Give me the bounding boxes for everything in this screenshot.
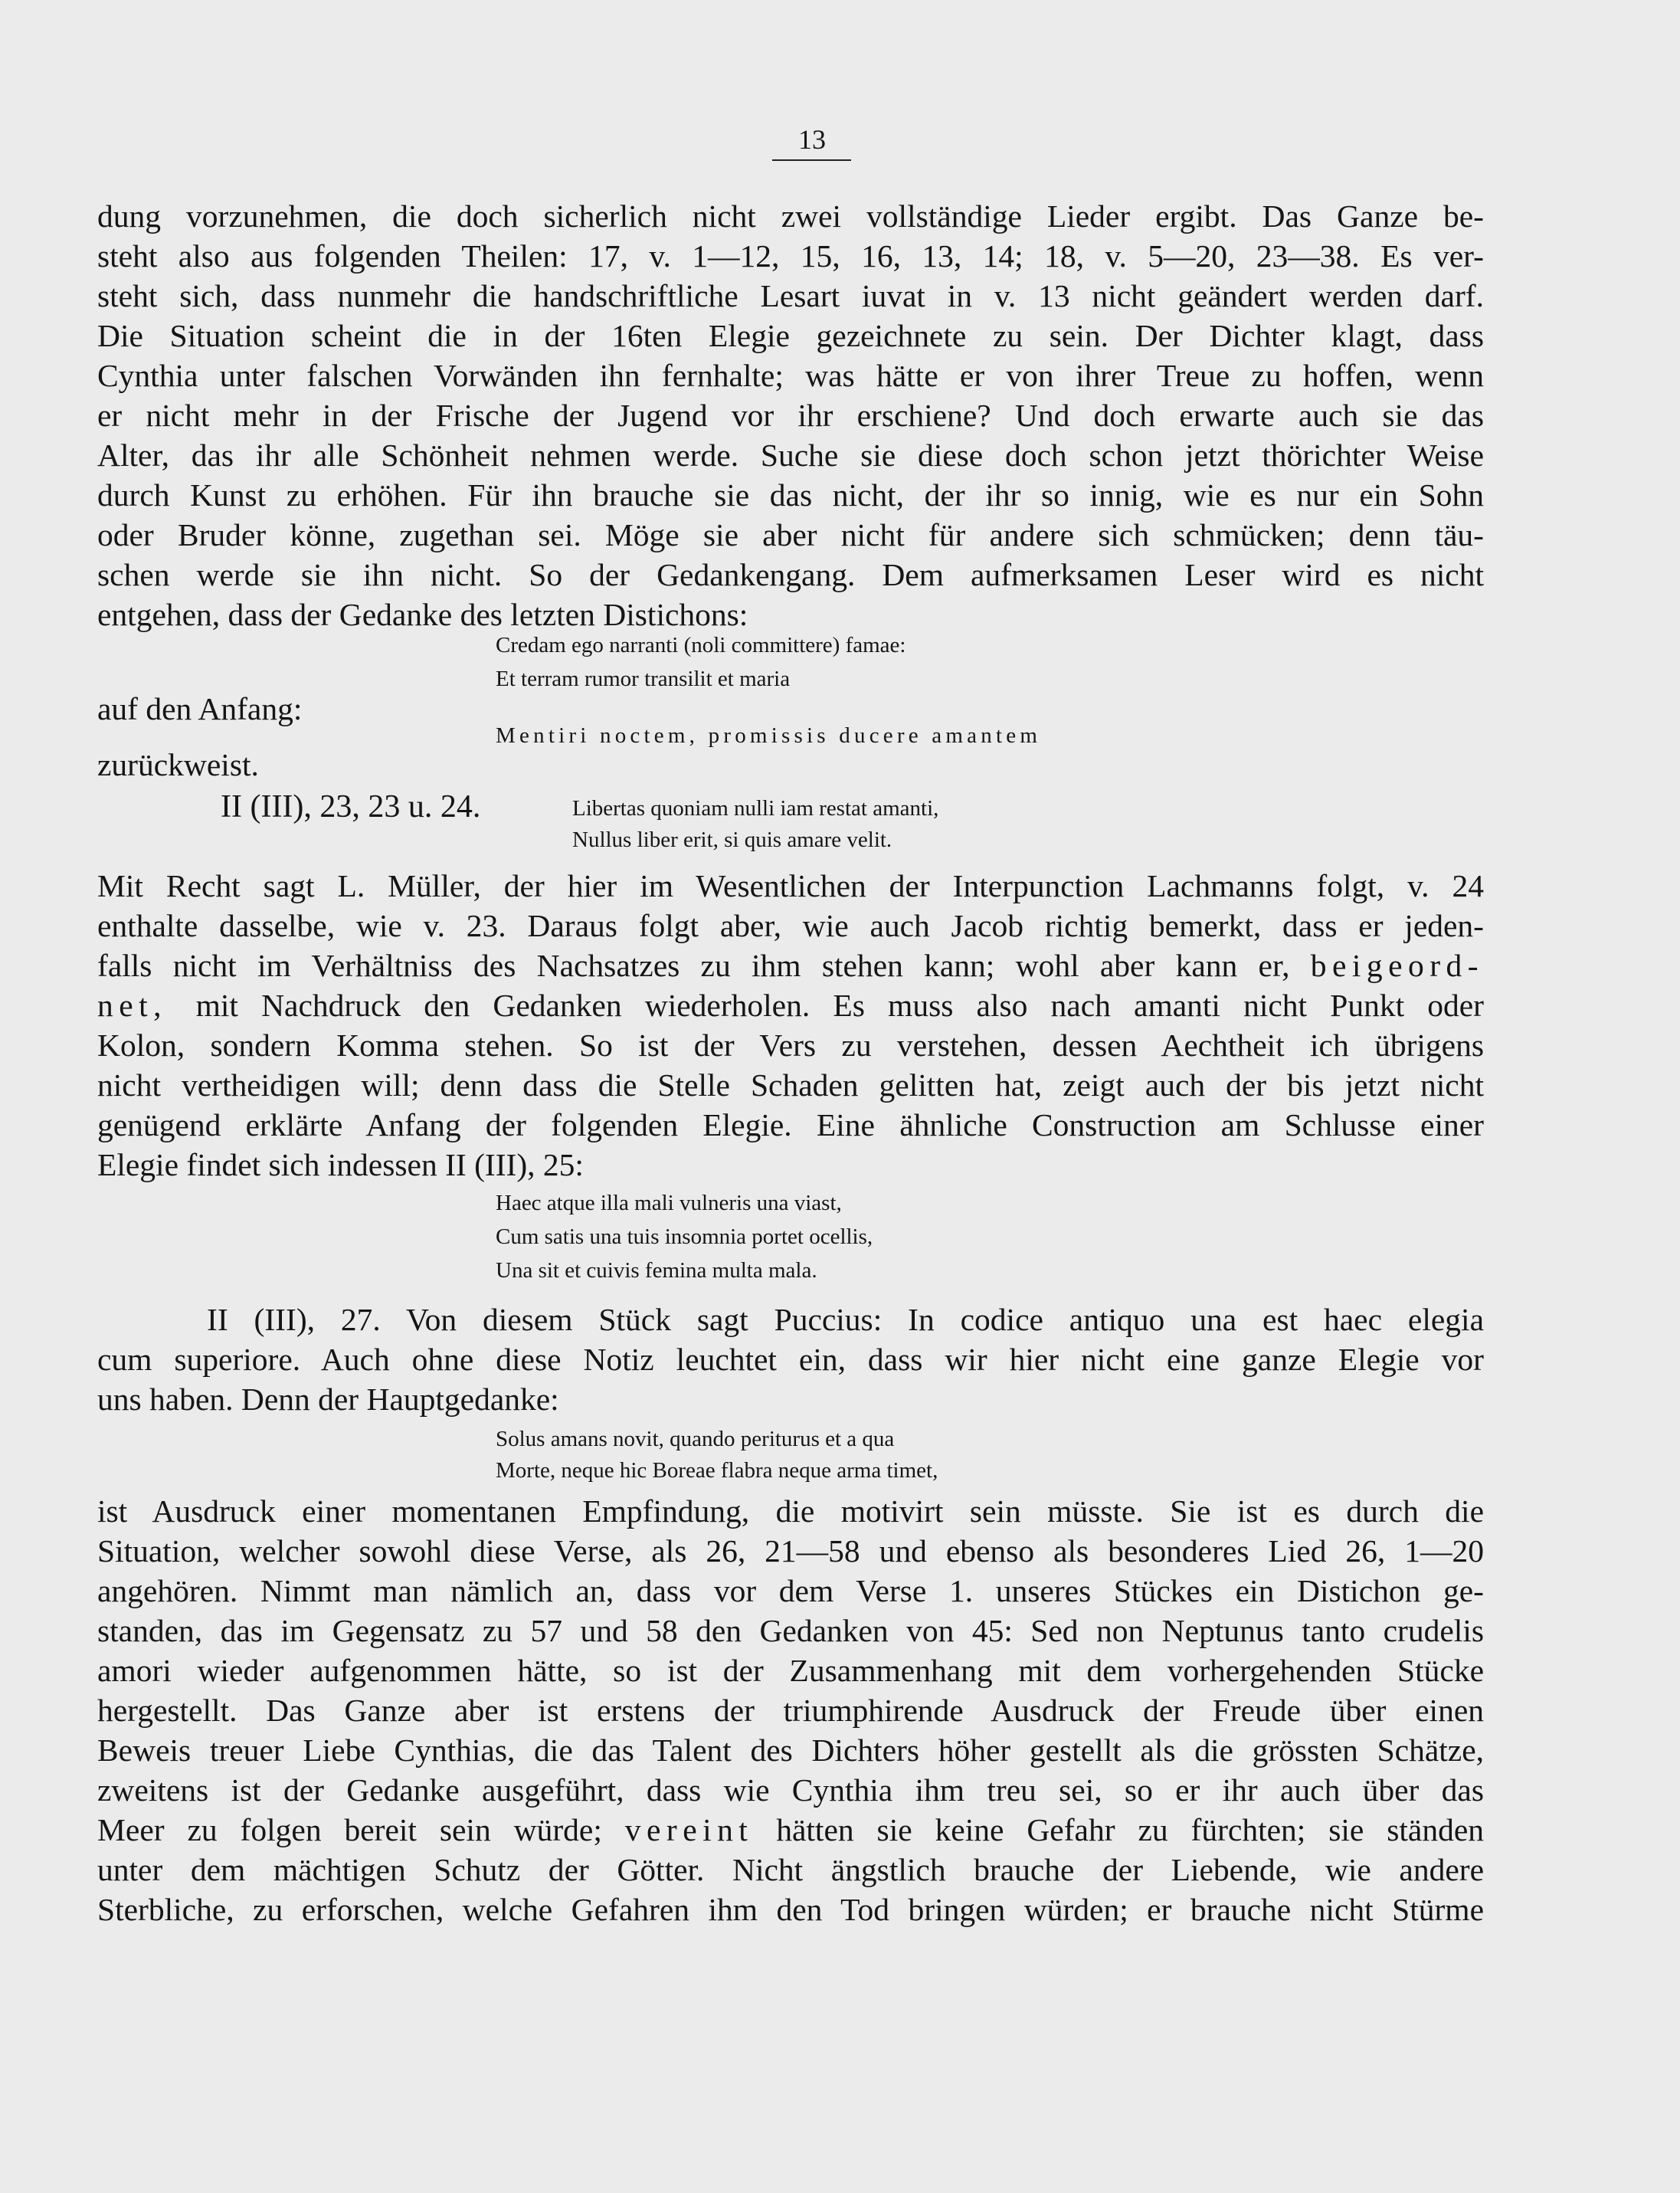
body-line: Mit Recht sagt L. Müller, der hier im Wesentlichen der Interpunction Lachmanns folgt, v. 24 xyxy=(97,868,1484,903)
body-line: steht also aus folgenden Theilen: 17, v. 1—12, 15, 16, 13, 14; 18, v. 5—20, 23—38. Es ver- xyxy=(97,238,1484,274)
body-line: entgehen, dass der Gedanke des letzten Distichons: xyxy=(97,597,748,632)
body-line: unter dem mächtigen Schutz der Götter. Nicht ängstlich brauche der Liebende, wie andere xyxy=(97,1852,1484,1887)
body-line: zurückweist. xyxy=(97,747,259,782)
section-heading: II (III), 23, 23 u. 24. xyxy=(221,789,481,824)
body-line: nicht vertheidigen will; denn dass die Stelle Schaden gelitten hat, zeigt auch der bis jetzt nicht xyxy=(97,1067,1484,1103)
body-line: Beweis treuer Liebe Cynthias, die das Talent des Dichters höher gestellt als die grössten Schätze, xyxy=(97,1732,1484,1768)
body-line: cum superiore. Auch ohne diese Notiz leuchtet ein, dass wir hier nicht eine ganze Elegie vor xyxy=(97,1342,1484,1377)
verse-quote: Nullus liber erit, si quis amare velit. xyxy=(572,828,892,852)
body-line xyxy=(97,946,1484,985)
body-line: Kolon, sondern Komma stehen. So ist der Vers zu verstehen, dessen Aechtheit ich übrigens xyxy=(97,1028,1484,1063)
page-number-rule xyxy=(772,159,851,161)
verse-quote: Una sit et cuivis femina multa mala. xyxy=(496,1258,817,1283)
line-text: Meer zu folgen bereit sein würde; xyxy=(97,1812,602,1847)
line-text: hätten sie keine Gefahr zu fürchten; sie ständen xyxy=(776,1812,1485,1847)
emphasis-spaced: vereint xyxy=(624,1812,754,1847)
verse-quote: Libertas quoniam nulli iam restat amanti, xyxy=(572,796,939,821)
body-line: ist Ausdruck einer momentanen Empfindung, die motivirt sein müsste. Sie ist es durch die xyxy=(97,1493,1484,1529)
verse-quote: Mentiri noctem, promissis ducere amantem xyxy=(496,723,1042,748)
emphasis-spaced: net, xyxy=(97,988,196,1023)
body-line: dung vorzunehmen, die doch sicherlich nicht zwei vollständige Lieder ergibt. Das Ganze be- xyxy=(97,198,1484,234)
body-line: schen werde sie ihn nicht. So der Gedankengang. Dem aufmerksamen Leser wird es nicht xyxy=(97,557,1484,592)
verse-quote: Haec atque illa mali vulneris una viast, xyxy=(496,1191,842,1215)
line-text: mit Nachdruck den Gedanken wiederholen. Es muss also nach amanti nicht Punkt oder xyxy=(195,988,1484,1023)
body-line: auf den Anfang: xyxy=(97,691,303,726)
body-line: angehören. Nimmt man nämlich an, dass vor dem Verse 1. unseres Stückes ein Distichon ge- xyxy=(97,1573,1484,1608)
body-line xyxy=(97,1810,1484,1850)
body-line xyxy=(97,985,1484,1025)
verse-quote: Cum satis una tuis insomnia portet ocellis, xyxy=(496,1224,873,1249)
verse-quote: Morte, neque hic Boreae flabra neque arma timet, xyxy=(496,1458,938,1483)
body-line: genügend erklärte Anfang der folgenden Elegie. Eine ähnliche Construction am Schlusse einer xyxy=(97,1107,1484,1142)
body-line: hergestellt. Das Ganze aber ist erstens der triumphirende Ausdruck der Freude über einen xyxy=(97,1693,1484,1728)
body-line: uns haben. Denn der Hauptgedanke: xyxy=(97,1382,559,1417)
page-number: 13 xyxy=(798,124,826,155)
body-line: durch Kunst zu erhöhen. Für ihn brauche sie das nicht, der ihr so innig, wie es nur ein Sohn xyxy=(97,477,1484,513)
line-text: falls nicht im Verhältniss des Nachsatzes zu ihm stehen kann; wohl aber kann er, xyxy=(97,948,1290,983)
body-line: enthalte dasselbe, wie v. 23. Daraus folgt aber, wie auch Jacob richtig bemerkt, dass er jeden- xyxy=(97,908,1484,943)
body-line: amori wieder aufgenommen hätte, so ist der Zusammenhang mit dem vorhergehenden Stücke xyxy=(97,1653,1484,1688)
body-line: zweitens ist der Gedanke ausgeführt, dass wie Cynthia ihm treu sei, so er ihr auch über das xyxy=(97,1772,1484,1808)
body-line: Cynthia unter falschen Vorwänden ihn fernhalte; was hätte er von ihrer Treue zu hoffen, wenn xyxy=(97,358,1484,393)
body-line: steht sich, dass nunmehr die handschriftliche Lesart iuvat in v. 13 nicht geändert werden darf. xyxy=(97,278,1484,313)
body-line: Sterbliche, zu erforschen, welche Gefahren ihm den Tod bringen würden; er brauche nicht Stürme xyxy=(97,1892,1484,1927)
body-line: Die Situation scheint die in der 16ten Elegie gezeichnete zu sein. Der Dichter klagt, dass xyxy=(97,318,1484,353)
verse-quote: Solus amans novit, quando periturus et a qua xyxy=(496,1427,895,1451)
verse-quote: Et terram rumor transilit et maria xyxy=(496,667,791,691)
body-line: Elegie findet sich indessen II (III), 25: xyxy=(97,1147,584,1182)
body-line: Alter, das ihr alle Schönheit nehmen werde. Suche sie diese doch schon jetzt thörichter Weise xyxy=(97,438,1484,473)
emphasis-spaced: beigeord- xyxy=(1310,948,1485,983)
body-line: Situation, welcher sowohl diese Verse, als 26, 21—58 und ebenso als besonderes Lied 26, 1—20 xyxy=(97,1533,1484,1569)
body-line: er nicht mehr in der Frische der Jugend vor ihr erschiene? Und doch erwarte auch sie das xyxy=(97,398,1484,433)
verse-quote: Credam ego narranti (noli committere) famae: xyxy=(496,633,906,657)
body-line: II (III), 27. Von diesem Stück sagt Puccius: In codice antiquo una est haec elegia xyxy=(207,1302,1484,1337)
body-line: oder Bruder könne, zugethan sei. Möge sie aber nicht für andere sich schmücken; denn täu- xyxy=(97,517,1484,552)
body-line: standen, das im Gegensatz zu 57 und 58 den Gedanken von 45: Sed non Neptunus tanto crudelis xyxy=(97,1613,1484,1648)
